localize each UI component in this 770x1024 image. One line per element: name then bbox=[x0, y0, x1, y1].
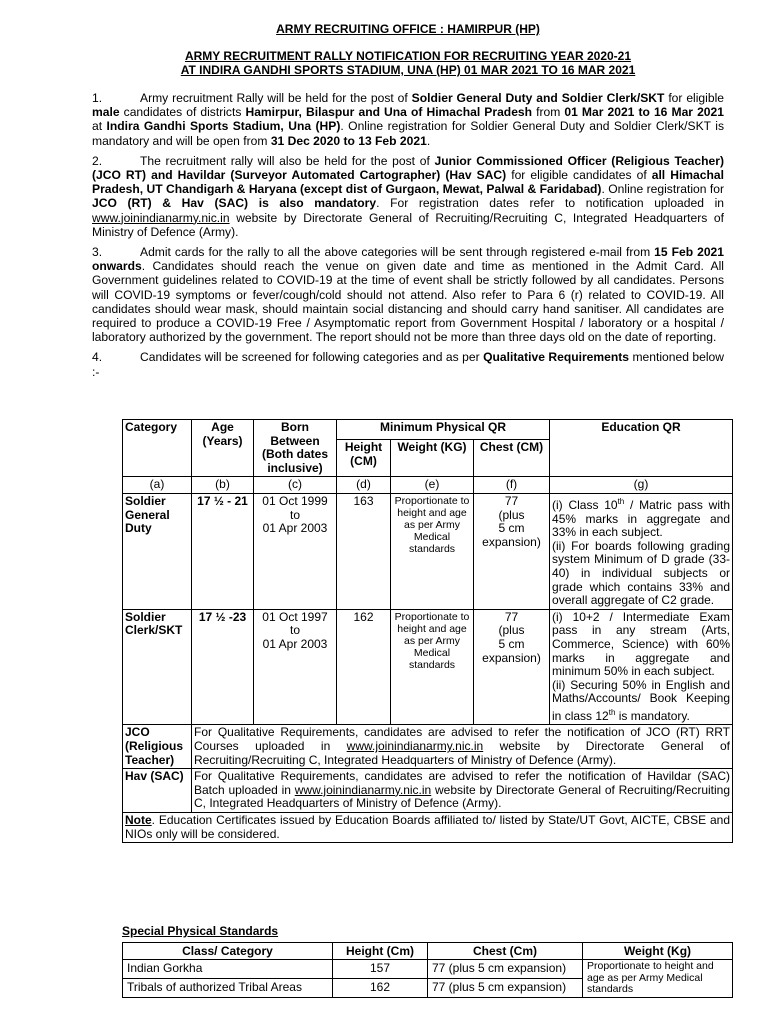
paragraph-1: 1. Army recruitment Rally will be held for the post of Soldier General Duty and Soldier Clerk/SKT for eligible male candidates of districts Hamirpur, Bilaspur and Una of Himachal Pradesh from 01 Mar 2021 to 16 Mar 2021 at Indira Gandhi Sports Stadium, Una (HP). Online registration for Soldier General Duty and Soldier Clerk/SKT is mandatory and will be open from 31 Dec 2020 to 13 Feb 2021. bbox=[92, 91, 724, 148]
weight-cell: Proportionate to height and age as per Army Medical standards bbox=[391, 609, 474, 725]
paragraph-2: 2. The recruitment rally will also be held for the post of Junior Commissioned Officer (Religious Teacher) (JCO RT) and Havildar (Surveyor Automated Cartographer) (Hav SAC) for eligible candidates of all Himachal Pradesh, UT Chandigarh & Haryana (except dist of Gurgaon, Mewat, Palwal & Faridabad). Online registration for JCO (RT) & Hav (SAC) is also mandatory. For registration dates refer to notification uploaded in www.joinindianarmy.nic.in website by Directorate General of Recruiting/Recruiting C, Integrated Headquarters of Ministry of Defence (Army). bbox=[92, 153, 725, 239]
note-row bbox=[123, 813, 733, 843]
col-header-height: Height (CM) bbox=[337, 440, 391, 477]
education-cell: (i) 10+2 / Intermediate Exam pass in any stream (Arts, Commerce, Science) with 60% marks in aggregate and minimum 50% in each subject. (ii) Securing 50% in English and Maths/Accounts/ Book Keeping in class 12th is mandatory. bbox=[550, 609, 733, 725]
table-header-row: Class/ Category Height (Cm) Chest (Cm) Weight (Kg) bbox=[123, 943, 733, 960]
col-header-weight: Weight (KG) bbox=[391, 440, 474, 477]
height-cell: 162 bbox=[337, 609, 391, 725]
paragraph-3: 3. Admit cards for the rally to all the above categories will be sent through registered e-mail from 15 Feb 2021 onwards. Candidates should reach the venue on given date and time as mentioned in the Admit Card. All Government guidelines related to COVID-19 at the time of event shall be strictly followed by all candidates. Persons will COVID-19 symptoms or fever/cough/cold should not attend. Also refer to Para 6 (r) related to COVID-19. All candidates should wear mask, should maintain social distancing and should carry hand sanitiser. All candidates are required to produce a COVID-19 Free / Asymptomatic report from Government Hospital / laboratory or a hospital / laboratory authorized by the government. The report should not be more than three days old on the date of reporting. bbox=[92, 245, 725, 345]
hav-link[interactable]: www.joinindianarmy.nic.in bbox=[294, 782, 432, 797]
hav-label: Hav (SAC) bbox=[123, 769, 192, 813]
table-header-row bbox=[123, 420, 733, 440]
hav-requirements: For Qualitative Requirements, candidates are advised to refer the notification of Havildar (SAC) Batch uploaded in www.joinindianarmy.nic.in website by Directorate General of Recruiting/Recruiting C, Integrated Headquarters of Ministry of Defence (Army). bbox=[192, 769, 733, 813]
special-standards-table bbox=[122, 942, 733, 998]
education-cell: (i) Class 10th / Matric pass with 45% marks in aggregate and 33% in each subject. (ii) For boards following grading system Minimum of D grade (33-40) in individual subjects or grade which contains 33% and overall aggregate of C2 grade. bbox=[550, 493, 733, 609]
chest-cell: 77 (plus 5 cm expansion) bbox=[474, 493, 550, 609]
table-row bbox=[123, 493, 733, 609]
table-row: Indian Gorkha 157 77 (plus 5 cm expansion) Proportionate to height and age as per Army Medical standards bbox=[123, 960, 733, 979]
weight-note: Proportionate to height and age as per Army Medical standards bbox=[583, 960, 733, 998]
note-cell: Note. Education Certificates issued by Education Boards affiliated to/ listed by State/UT Govt, AICTE, CBSE and NIOs only will be considered. bbox=[123, 813, 733, 843]
paragraph-4: 4. Candidates will be screened for following categories and as per Qualitative Requirements mentioned below :- bbox=[92, 350, 725, 379]
col-header-education: Education QR bbox=[550, 420, 733, 477]
jco-label: JCO (Religious Teacher) bbox=[123, 725, 192, 769]
jco-requirements: For Qualitative Requirements, candidates are advised to refer the notification of JCO (RT) RRT Courses uploaded in www.joinindianarmy.nic.in website by Directorate General of Recruiting/Recruiting C, Integrated Headquarters of Ministry of Defence (Army). bbox=[192, 725, 733, 769]
join-army-link[interactable]: www.joinindianarmy.nic.in bbox=[92, 210, 230, 225]
age-cell: 17 ½ -23 bbox=[192, 609, 254, 725]
document-page bbox=[92, 22, 724, 385]
col-header-born: Born Between (Both dates inclusive) bbox=[254, 420, 337, 477]
office-heading: ARMY RECRUITING OFFICE : HAMIRPUR (HP) bbox=[276, 22, 540, 36]
chest-cell: 77 (plus 5 cm expansion) bbox=[474, 609, 550, 725]
col-header-chest: Chest (CM) bbox=[474, 440, 550, 477]
special-standards-title: Special Physical Standards bbox=[122, 924, 279, 938]
qualitative-requirements-table bbox=[122, 419, 733, 843]
hav-row bbox=[123, 769, 733, 813]
note-label: Note bbox=[125, 813, 152, 828]
column-letters-row: (a) (b) (c) (d) (e) (f) (g) bbox=[123, 477, 733, 494]
age-cell: 17 ½ - 21 bbox=[192, 493, 254, 609]
table-row: Tribals of authorized Tribal Areas 162 77 (plus 5 cm expansion) bbox=[123, 978, 733, 997]
col-header-min-physical: Minimum Physical QR bbox=[337, 420, 550, 440]
table-row bbox=[123, 609, 733, 725]
born-cell: 01 Oct 1999 to 01 Apr 2003 bbox=[254, 493, 337, 609]
notification-title-line2: AT INDIRA GANDHI SPORTS STADIUM, UNA (HP) 01 MAR 2021 TO 16 MAR 2021 bbox=[180, 63, 636, 77]
weight-cell: Proportionate to height and age as per Army Medical standards bbox=[391, 493, 474, 609]
jco-link[interactable]: www.joinindianarmy.nic.in bbox=[346, 739, 484, 754]
notification-title-line1: ARMY RECRUITMENT RALLY NOTIFICATION FOR RECRUITING YEAR 2020-21 bbox=[184, 49, 632, 63]
col-header-category: Category bbox=[123, 420, 192, 477]
category-cell: Soldier Clerk/SKT bbox=[123, 609, 192, 725]
born-cell: 01 Oct 1997 to 01 Apr 2003 bbox=[254, 609, 337, 725]
height-cell: 163 bbox=[337, 493, 391, 609]
jco-row bbox=[123, 725, 733, 769]
category-cell: Soldier General Duty bbox=[123, 493, 192, 609]
col-header-age: Age (Years) bbox=[192, 420, 254, 477]
